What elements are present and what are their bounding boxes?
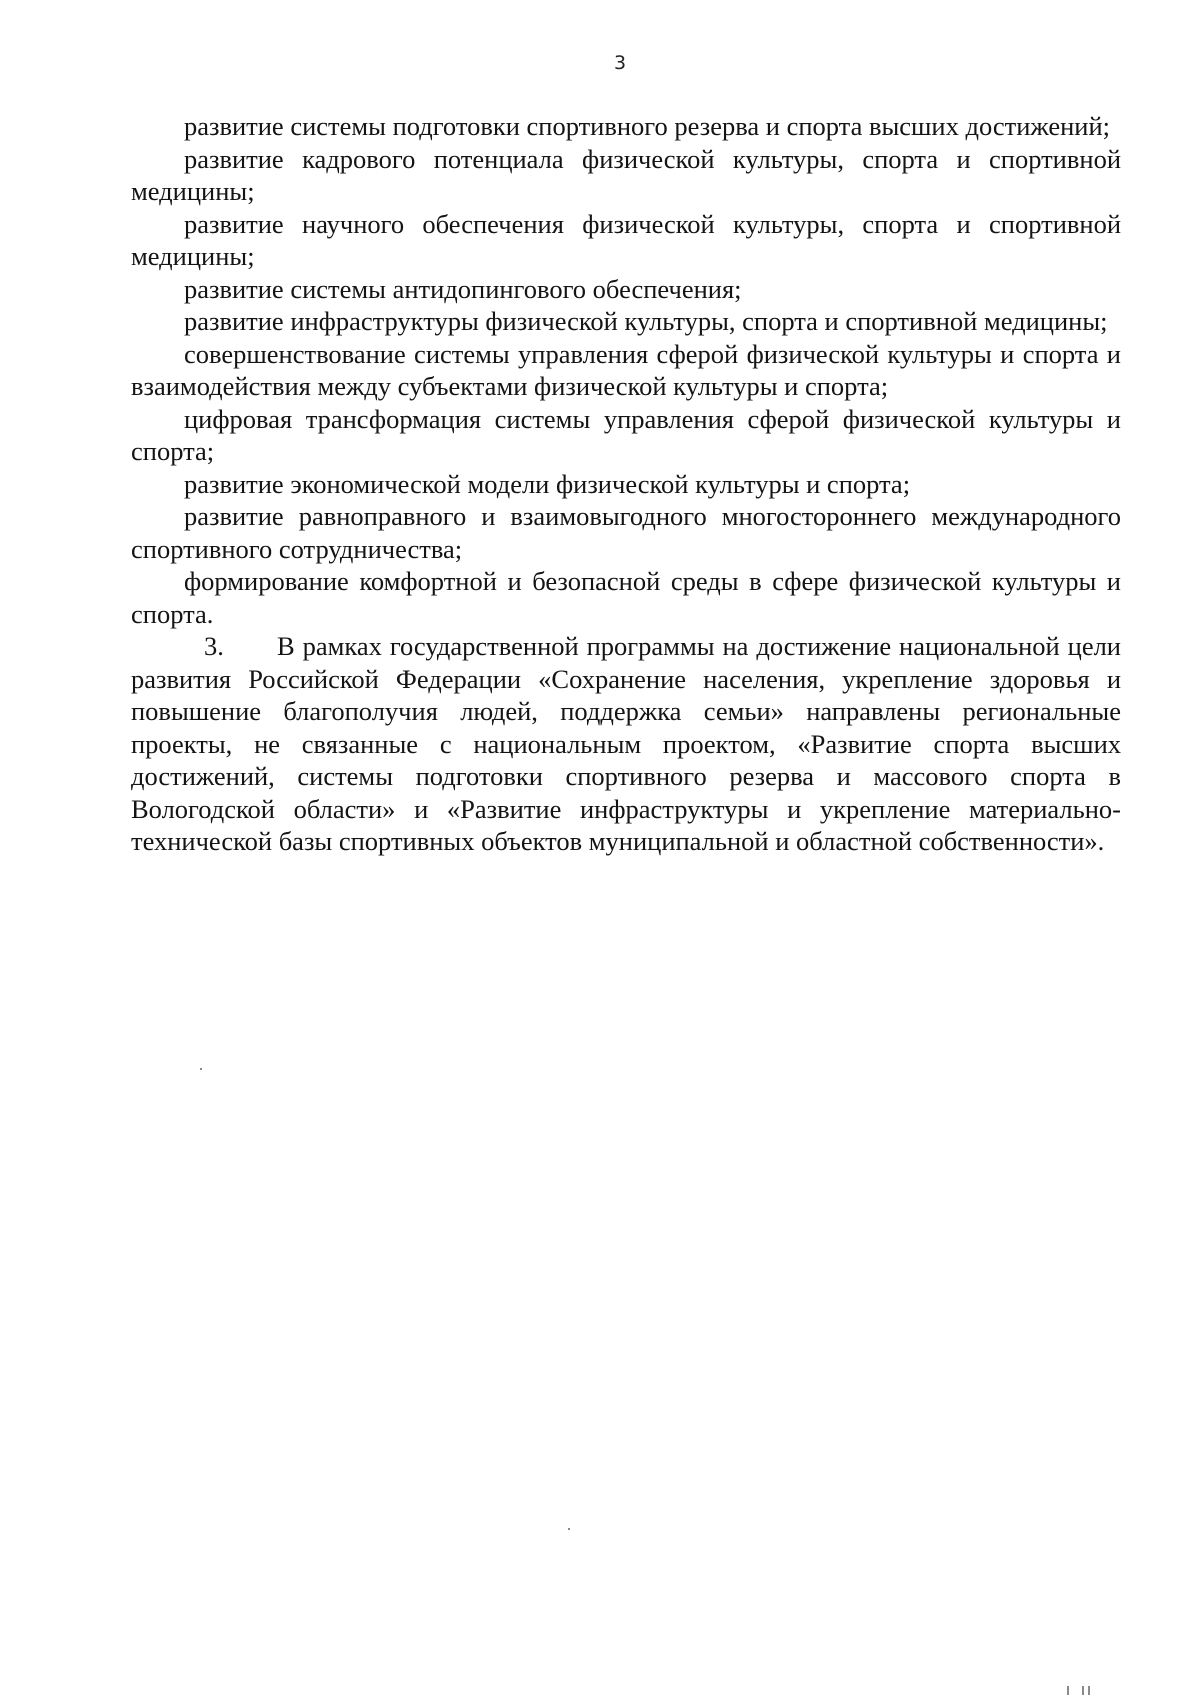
scan-speck [1067,1686,1069,1695]
document-body [131,110,1121,858]
list-item: цифровая трансформация системы управления сферой физической культуры и спорта; [131,403,1121,466]
scan-speck [1082,1686,1084,1695]
section-paragraph-3 [131,630,1121,858]
list-item: развитие кадрового потенциала физической культуры, спорта и спортивной медицины; [131,143,1121,206]
scan-speck [200,1068,202,1070]
list-item: формирование комфортной и безопасной среды в сфере физической культуры и спорта. [131,566,1121,629]
section-text: В рамках государственной программы на достижение национальной цели развития Российской Федерации «Сохранение населения, укрепление здоровья и повышение благополучия людей, поддержка семьи» направлены региональные проекты, не связанные с национальным проектом, «Развитие спорта высших достижений, системы подготовки спортивного резерва и массового спорта в Вологодской области» и «Развитие инфраструктуры и укрепление материально-технической базы спортивных объектов муниципальной и областной собственности». [131,631,1121,856]
list-item: развитие равноправного и взаимовыгодного многостороннего международного спортивного сотрудничества; [131,501,1121,564]
page-number: 3 [613,52,627,74]
list-item: развитие системы подготовки спортивного резерва и спорта высших достижений; [184,111,1111,141]
scan-speck [568,1528,570,1530]
list-item: развитие системы антидопингового обеспечения; [184,273,742,304]
list-item: развитие научного обеспечения физической культуры, спорта и спортивной медицины; [131,208,1121,271]
scan-speck [1088,1686,1090,1695]
list-item: развитие инфраструктуры физической культуры, спорта и спортивной медицины; [184,306,1108,336]
list-item: развитие экономической модели физической культуры и спорта; [184,468,911,499]
list-item: совершенствование системы управления сферой физической культуры и спорта и взаимодействия между субъектами физической культуры и спорта; [131,338,1121,401]
section-number: 3. [204,631,224,661]
